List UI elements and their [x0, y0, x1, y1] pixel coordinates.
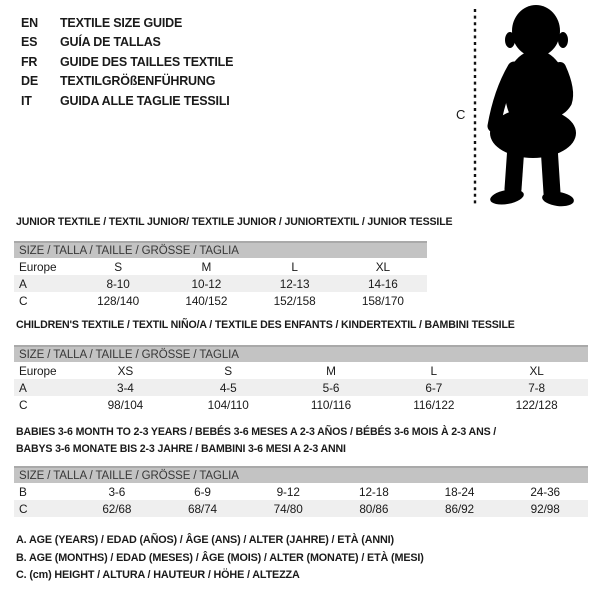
table-cell: 62/68: [102, 501, 132, 516]
language-row-fr: [21, 52, 233, 72]
table-row: [14, 362, 588, 379]
children-table-title-line: CHILDREN'S TEXTILE / TEXTIL NIÑO/A / TEXTILE DES ENFANTS / KINDERTEXTIL / BAMBINI TESSILE: [16, 319, 515, 331]
table-row: [14, 396, 588, 413]
row-label: C: [19, 501, 28, 516]
size-header-bar: SIZE / TALLA / TAILLE / GRÖSSE / TAGLIA: [14, 466, 588, 483]
table-cell: 12-18: [359, 484, 389, 499]
language-code: ES: [21, 35, 38, 50]
table-cell: 104/110: [207, 397, 249, 412]
row-label: C: [19, 293, 28, 308]
table-row: [14, 500, 588, 517]
height-marker-label: C: [456, 107, 466, 122]
legend-age-years: A. AGE (YEARS) / EDAD (AÑOS) / ÂGE (ANS) / ALTER (JAHRE) / ETÀ (ANNI): [16, 534, 394, 546]
row-label: B: [19, 484, 27, 499]
language-code: IT: [21, 93, 32, 108]
table-cell: 9-12: [276, 484, 300, 499]
guide-title-de: TEXTILGRÖßENFÜHRUNG: [60, 74, 216, 89]
table-cell: 116/122: [413, 397, 455, 412]
guide-title-fr: GUIDE DES TAILLES TEXTILE: [60, 54, 234, 69]
row-label: A: [19, 380, 27, 395]
language-row-it: [21, 91, 233, 111]
babies-table-title: [16, 424, 496, 458]
language-code: FR: [21, 54, 38, 69]
table-cell: 10-12: [191, 276, 222, 291]
table-cell: 110/116: [310, 397, 352, 412]
baby-silhouette-icon: [486, 4, 592, 210]
table-cell: 5-6: [322, 380, 340, 395]
table-cell: 3-4: [117, 380, 134, 395]
guide-title-en: TEXTILE SIZE GUIDE: [60, 15, 183, 30]
table-cell: 24-36: [530, 484, 561, 499]
table-cell: 128/140: [97, 293, 140, 308]
guide-title-it: GUIDA ALLE TAGLIE TESSILI: [60, 93, 230, 108]
table-cell: 3-6: [108, 484, 126, 499]
table-cell: L: [430, 363, 438, 378]
table-row: [14, 292, 427, 309]
table-cell: 18-24: [444, 484, 475, 499]
language-row-es: [21, 33, 233, 53]
size-header-bar: SIZE / TALLA / TAILLE / GRÖSSE / TAGLIA: [14, 345, 588, 362]
junior-size-table: [14, 241, 427, 309]
table-cell: XS: [117, 363, 134, 378]
table-cell: 12-13: [279, 276, 310, 291]
table-cell: 7-8: [528, 380, 545, 395]
table-cell: M: [201, 259, 212, 274]
table-cell: 80/86: [359, 501, 389, 516]
table-cell: 122/128: [515, 397, 558, 412]
table-cell: XL: [375, 259, 390, 274]
row-label: A: [19, 276, 27, 291]
babies-size-table: [14, 466, 588, 517]
table-row: [14, 483, 588, 500]
legend-height: C. (cm) HEIGHT / ALTURA / HAUTEUR / HÖHE / ALTEZZA: [16, 569, 300, 581]
language-row-de: [21, 72, 233, 92]
table-cell: 158/170: [361, 293, 404, 308]
language-code: DE: [21, 74, 38, 89]
table-row: [14, 379, 588, 396]
language-row-en: [21, 13, 233, 33]
row-label: Europe: [19, 259, 57, 274]
table-cell: 68/74: [187, 501, 218, 516]
language-code: EN: [21, 15, 38, 30]
legend-age-months: B. AGE (MONTHS) / EDAD (MESES) / ÂGE (MOIS) / ALTER (MONATE) / ETÀ (MESI): [16, 551, 424, 564]
table-cell: 14-16: [368, 276, 398, 291]
table-cell: S: [114, 259, 123, 274]
language-header: [21, 13, 233, 111]
row-label: C: [19, 397, 28, 412]
table-cell: 6-7: [425, 380, 443, 395]
table-row: [14, 258, 427, 275]
table-cell: 140/152: [185, 293, 228, 308]
table-cell: L: [291, 259, 298, 274]
row-label: Europe: [19, 363, 57, 378]
height-marker-line: [473, 9, 477, 207]
guide-title-es: GUÍA DE TALLAS: [60, 35, 161, 50]
babies-table-title-line2: BABYS 3-6 MONATE BIS 2-3 JAHRE / BAMBINI 3-6 MESI A 2-3 ANNI: [16, 443, 346, 455]
table-cell: 8-10: [106, 276, 130, 291]
table-cell: 92/98: [530, 501, 560, 516]
junior-table-title: [16, 214, 452, 231]
size-header-bar: SIZE / TALLA / TAILLE / GRÖSSE / TAGLIA: [14, 241, 427, 258]
table-cell: 98/104: [107, 397, 144, 412]
table-cell: 6-9: [194, 484, 211, 499]
table-row: [14, 275, 427, 292]
table-cell: 86/92: [445, 501, 475, 516]
legend: [16, 534, 424, 587]
junior-table-title-line: JUNIOR TEXTILE / TEXTIL JUNIOR/ TEXTILE JUNIOR / JUNIORTEXTIL / JUNIOR TESSILE: [16, 216, 453, 228]
table-cell: 152/158: [273, 293, 316, 308]
children-size-table: [14, 345, 588, 413]
table-cell: 74/80: [273, 501, 303, 516]
children-table-title: [16, 317, 515, 334]
table-cell: M: [326, 363, 336, 378]
table-cell: 4-5: [219, 380, 237, 395]
table-cell: S: [224, 363, 233, 378]
babies-table-title-line1: BABIES 3-6 MONTH TO 2-3 YEARS / BEBÉS 3-6 MESES A 2-3 AÑOS / BÉBÉS 3-6 MOIS À 2-3 ANS /: [16, 426, 497, 438]
table-cell: XL: [529, 363, 544, 378]
